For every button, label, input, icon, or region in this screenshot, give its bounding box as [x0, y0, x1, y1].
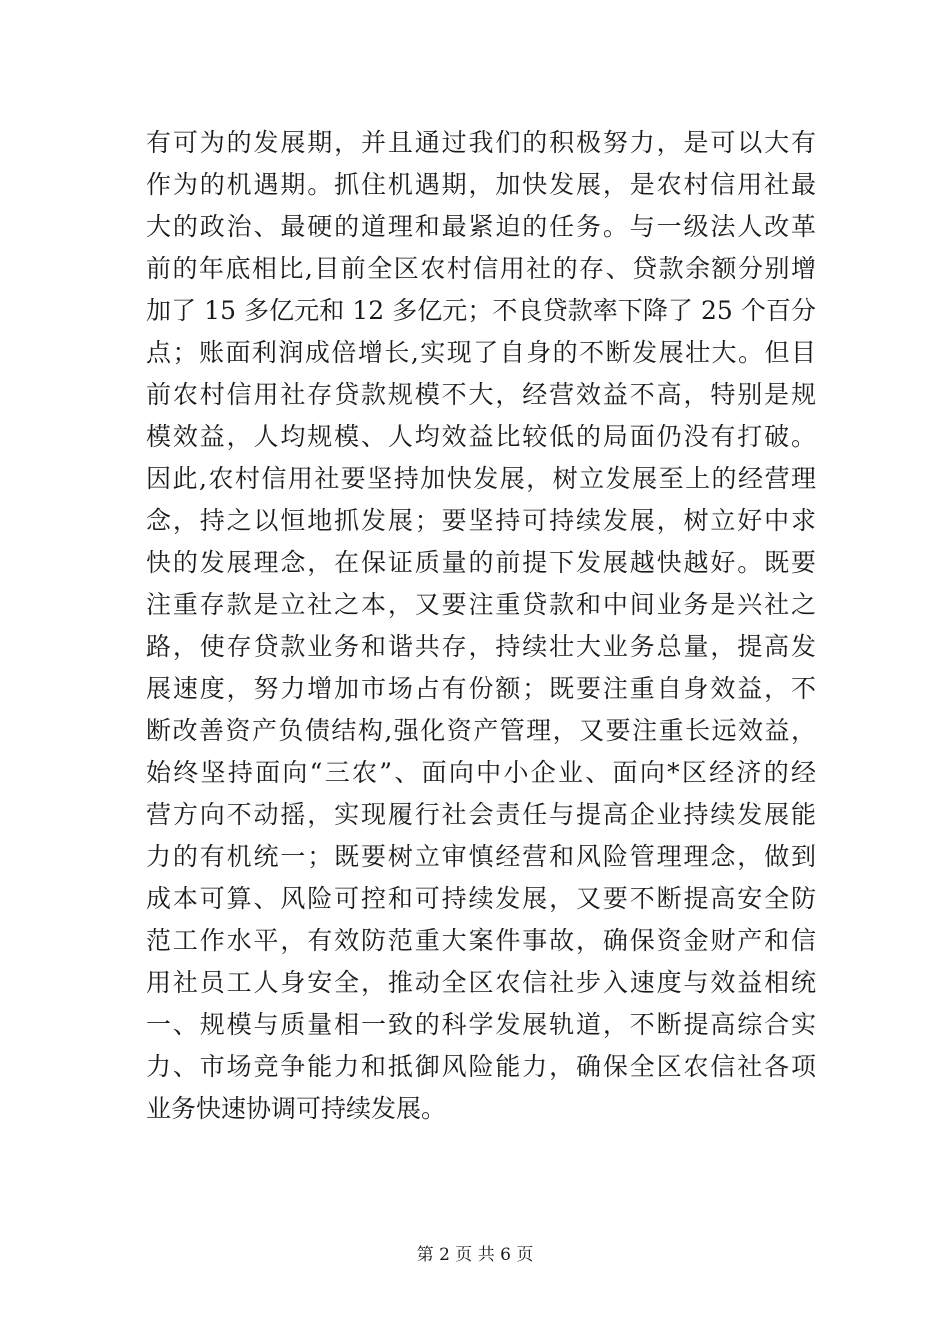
text-line: 展速度，努力增加市场占有份额；既要注重自身效益，不 [146, 674, 816, 703]
text-line: 因此,农村信用社要坚持加快发展，树立发展至上的经营理 [146, 464, 816, 493]
text-line: 用社员工人身安全，推动全区农信社步入速度与效益相统 [146, 968, 816, 997]
body-paragraph [146, 122, 816, 1130]
text-line: 念，持之以恒地抓发展；要坚持可持续发展，树立好中求 [146, 506, 816, 535]
text-line: 点；账面利润成倍增长,实现了自身的不断发展壮大。但目 [146, 338, 816, 367]
text-line: 前的年底相比,目前全区农村信用社的存、贷款余额分别增 [146, 254, 816, 283]
text-line: 断改善资产负债结构,强化资产管理，又要注重长远效益， [146, 716, 816, 745]
page-number-label: 第 2 页 共 6 页 [416, 1245, 534, 1265]
text-line: 成本可算、风险可控和可持续发展，又要不断提高安全防 [146, 884, 816, 913]
text-line: 模效益，人均规模、人均效益比较低的局面仍没有打破。 [146, 422, 816, 451]
text-line: 一、规模与质量相一致的科学发展轨道，不断提高综合实 [146, 1010, 816, 1039]
text-line: 路，使存贷款业务和谐共存，持续壮大业务总量，提高发 [146, 632, 816, 661]
text-line: 范工作水平，有效防范重大案件事故，确保资金财产和信 [146, 926, 816, 955]
page-footer [0, 1240, 950, 1265]
text-line: 大的政治、最硬的道理和最紧迫的任务。与一级法人改革 [146, 212, 816, 241]
text-line: 有可为的发展期，并且通过我们的积极努力，是可以大有 [146, 128, 816, 157]
text-line: 力的有机统一；既要树立审慎经营和风险管理理念，做到 [146, 842, 816, 871]
text-line: 快的发展理念，在保证质量的前提下发展越快越好。既要 [146, 548, 816, 577]
text-line: 注重存款是立社之本，又要注重贷款和中间业务是兴社之 [146, 590, 816, 619]
text-line: 始终坚持面向“三农”、面向中小企业、面向*区经济的经 [146, 758, 816, 787]
text-line: 加了 15 多亿元和 12 多亿元；不良贷款率下降了 25 个百分 [146, 296, 816, 325]
text-line: 作为的机遇期。抓住机遇期，加快发展，是农村信用社最 [146, 170, 816, 199]
text-line: 力、市场竞争能力和抵御风险能力，确保全区农信社各项 [146, 1052, 816, 1081]
text-line: 业务快速协调可持续发展。 [146, 1094, 447, 1123]
text-line: 营方向不动摇，实现履行社会责任与提高企业持续发展能 [146, 800, 816, 829]
text-line: 前农村信用社存贷款规模不大，经营效益不高，特别是规 [146, 380, 816, 409]
